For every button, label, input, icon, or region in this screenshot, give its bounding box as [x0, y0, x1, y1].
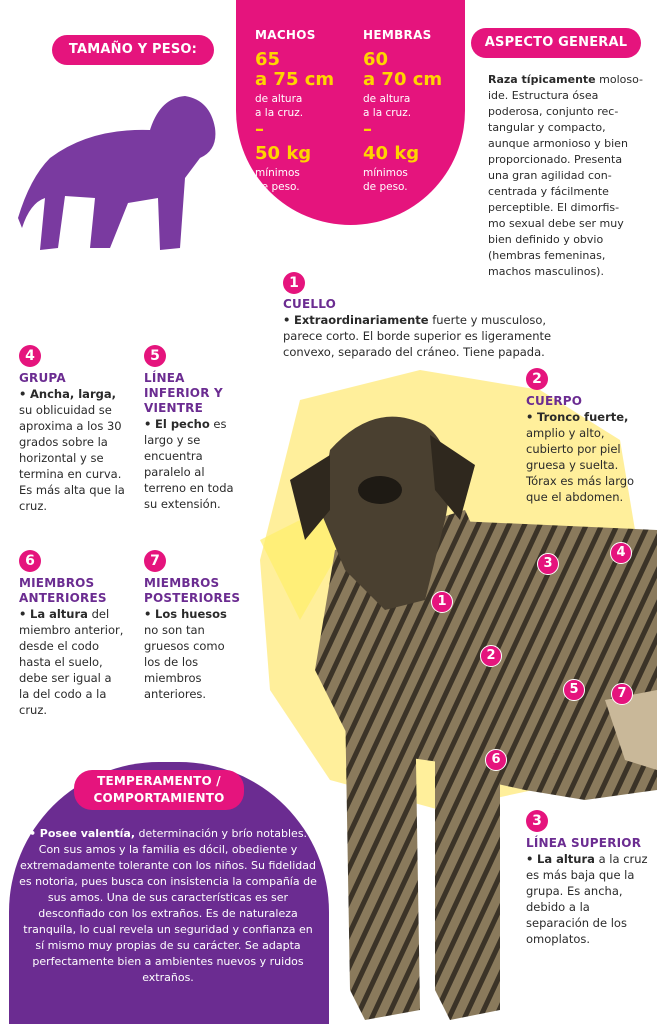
general-aspect-label: ASPECTO GENERAL	[471, 28, 641, 58]
section-1-title: CUELLO	[283, 297, 337, 311]
males-height-note-2: a la cruz.	[255, 107, 304, 119]
section-7-bullet: •	[144, 607, 152, 621]
section-6	[19, 576, 124, 718]
general-aspect-line-2: poderosa, conjunto rec-	[488, 105, 619, 118]
marker-2: 2	[480, 645, 502, 667]
section-7-title: MIEMBROS POSTERIORES	[144, 576, 241, 605]
males-dash: –	[255, 119, 264, 140]
section-3-bold: La altura	[537, 852, 595, 866]
section-2-bold: Tronco fuerte,	[537, 410, 629, 424]
section-1-number: 1	[283, 272, 305, 294]
males-height-2: a 75 cm	[255, 69, 335, 90]
section-5-bold: El pecho	[155, 417, 210, 431]
section-4	[19, 371, 129, 514]
marker-7: 7	[611, 683, 633, 705]
males-weight-note-2: de peso.	[255, 181, 300, 193]
females-dash: –	[363, 119, 372, 140]
temperament-text	[18, 826, 318, 986]
females-weight: 40 kg	[363, 143, 420, 164]
section-1	[283, 297, 573, 360]
section-5-title: LÍNEA INFERIOR Y VIENTRE	[144, 371, 223, 415]
section-2	[526, 394, 641, 505]
general-aspect-line-12: machos masculinos).	[488, 265, 604, 278]
section-1-bold: Extraordinariamente	[294, 313, 429, 327]
general-aspect-line-11: (hembras femeninas,	[488, 249, 606, 262]
general-aspect-bold: Raza típicamente	[488, 73, 596, 86]
section-1-text: fuerte y musculoso, parece corto. El borde superior es ligeramente convexo, separado del cráneo. Tiene papada.	[283, 313, 552, 359]
females-title: HEMBRAS	[363, 28, 432, 42]
section-5-bullet: •	[144, 417, 152, 431]
females-column	[363, 28, 468, 194]
section-6-text: del miembro anterior, desde el codo hasta el suelo, debe ser igual a la del codo a la cruz.	[19, 607, 124, 717]
section-6-bold: La altura	[30, 607, 88, 621]
section-7	[144, 576, 244, 702]
general-aspect-line-5: proporcionado. Presenta	[488, 153, 623, 166]
temperament-body: determinación y brío notables. Con sus amos y la familia es dócil, obediente y extremadamente tolerante con los niños. Su fidelidad es notoria, pues busca con insistencia la compañía de sus amos. Una de sus características es ser desconfiado con los extraños. Es de naturaleza tranquila, lo cual revela un seguridad y confianza en sí mismo muy propias de su carácter. Se adapta perfectamente bien a ambientes nuevos y ruidos extraños.	[19, 827, 317, 984]
section-2-title: CUERPO	[526, 394, 583, 408]
section-5-text: es largo y se encuentra paralelo al terreno en toda su extensión.	[144, 417, 234, 511]
section-4-title: GRUPA	[19, 371, 66, 385]
section-4-bullet: •	[19, 387, 27, 401]
section-1-bullet: •	[283, 313, 291, 327]
section-3-text: a la cruz es más baja que la grupa. Es ancha, debido a la separación de los omoplatos.	[526, 852, 648, 946]
males-title: MACHOS	[255, 28, 316, 42]
general-aspect-line-7: centrada y fácilmente	[488, 185, 609, 198]
section-4-bold: Ancha, larga,	[30, 387, 116, 401]
females-weight-note-2: de peso.	[363, 181, 408, 193]
temperament-label-line-2: COMPORTAMIENTO	[93, 791, 225, 805]
marker-3: 3	[537, 553, 559, 575]
females-height-2: a 70 cm	[363, 69, 443, 90]
section-5-number: 5	[144, 345, 166, 367]
general-aspect-line-6: una gran agilidad con-	[488, 169, 612, 182]
males-column	[255, 28, 360, 194]
section-2-bullet: •	[526, 410, 534, 424]
section-4-number: 4	[19, 345, 41, 367]
section-3-bullet: •	[526, 852, 534, 866]
section-6-bullet: •	[19, 607, 27, 621]
marker-6: 6	[485, 749, 507, 771]
marker-1: 1	[431, 591, 453, 613]
general-aspect-line-8: perceptible. El dimorfis-	[488, 201, 620, 214]
males-weight: 50 kg	[255, 143, 312, 164]
dog-silhouette-icon	[10, 88, 220, 258]
section-2-text: amplio y alto, cubierto por piel gruesa y suelta. Tórax es más largo que el abdomen.	[526, 426, 635, 504]
females-height-note-1: de altura	[363, 93, 411, 105]
general-aspect-line-1: ide. Estructura ósea	[488, 89, 599, 102]
females-weight-note-1: mínimos	[363, 167, 408, 179]
section-5	[144, 371, 249, 512]
marker-5: 5	[563, 679, 585, 701]
section-6-title: MIEMBROS ANTERIORES	[19, 576, 107, 605]
section-3	[526, 836, 651, 947]
section-3-title: LÍNEA SUPERIOR	[526, 836, 642, 850]
general-aspect-text	[488, 72, 648, 280]
section-4-text: su oblicuidad se aproxima a los 30 grados sobre la horizontal y se termina en curva. Es más alta que la cruz.	[19, 403, 125, 513]
males-height-note-1: de altura	[255, 93, 303, 105]
section-3-number: 3	[526, 810, 548, 832]
males-weight-note-1: mínimos	[255, 167, 300, 179]
general-aspect-line-10: bien definido y obvio	[488, 233, 604, 246]
section-6-number: 6	[19, 550, 41, 572]
section-7-text: no son tan gruesos como los de los miembros anteriores.	[144, 623, 225, 701]
males-height-1: 65	[255, 49, 281, 70]
temperament-label	[74, 770, 244, 810]
section-2-number: 2	[526, 368, 548, 390]
general-aspect-line-4: aunque armonioso y bien	[488, 137, 628, 150]
general-aspect-line-3: tangular y compacto,	[488, 121, 606, 134]
general-aspect-line-0: moloso-	[599, 73, 644, 86]
temperament-bold: • Posee valentía,	[28, 827, 136, 840]
females-height-1: 60	[363, 49, 389, 70]
marker-4: 4	[610, 542, 632, 564]
general-aspect-line-9: mo sexual debe ser muy	[488, 217, 624, 230]
size-weight-label: TAMAÑO Y PESO:	[52, 35, 214, 65]
temperament-label-line-1: TEMPERAMENTO /	[97, 774, 221, 788]
females-height-note-2: a la cruz.	[363, 107, 412, 119]
section-7-bold: Los huesos	[155, 607, 227, 621]
section-7-number: 7	[144, 550, 166, 572]
